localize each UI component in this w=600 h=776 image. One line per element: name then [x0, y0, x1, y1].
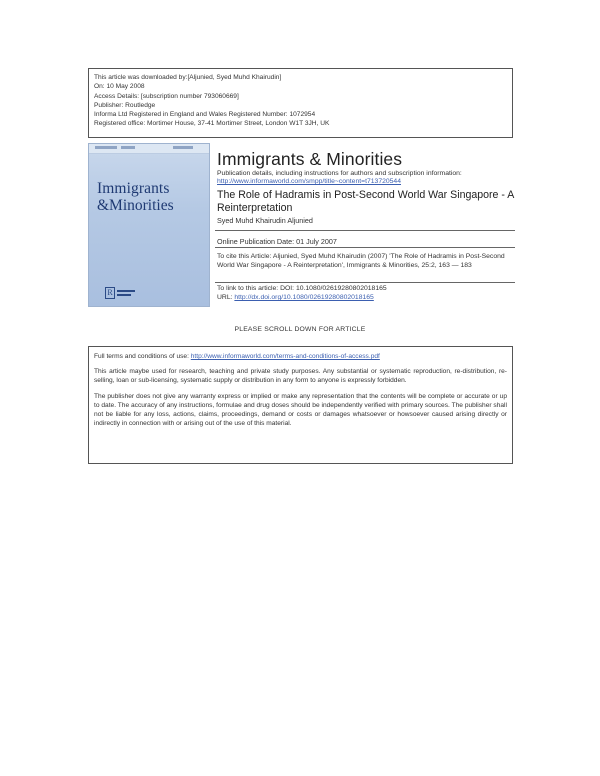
download-info-line: Informa Ltd Registered in England and Wales Registered Number: 1072954 — [94, 111, 316, 119]
online-publication-date: Online Publication Date: 01 July 2007 — [217, 237, 337, 246]
terms-paragraph-2: The publisher does not give any warranty express or implied or make any representation that the contents will be complete or accurate or up to date. The accuracy of any instructions, formulae and drug doses should be independently verified with primary sources. The publisher shall not be liable for any loss, actions, claims, proceedings, demand or costs or damages whatsoever or howsoever caused arising directly or indirectly in connection with or arising out of the use of this material. — [94, 392, 507, 428]
doi-url-line — [217, 294, 374, 301]
download-info-line: Registered office: Mortimer House, 37-41 Mortimer Street, London W1T 3JH, UK — [94, 120, 330, 128]
terms-intro — [94, 352, 507, 361]
divider — [215, 230, 515, 231]
publisher-logo-icon: R — [105, 287, 115, 299]
cover-title-line1: Immigrants — [97, 180, 170, 197]
divider — [215, 247, 515, 248]
download-info-line: This article was downloaded by:[Aljunied, Syed Muhd Khairudin] — [94, 74, 282, 81]
doi-url-link[interactable]: http://dx.doi.org/10.1080/02619280802018165 — [234, 294, 374, 301]
subscription-url[interactable]: http://www.informaworld.com/smpp/title~content=t713720544 — [217, 178, 401, 185]
article-author: Syed Muhd Khairudin Aljunied — [217, 216, 313, 225]
terms-intro-label: Full terms and conditions of use: — [94, 353, 191, 360]
citation-text: To cite this Article: Aljunied, Syed Muhd Khairudin (2007) 'The Role of Hadramis in Post-Second World War Singapore - A Reinterpretation', Immigrants & Minorities, 25:2, 163 — 183 — [217, 253, 505, 270]
subscription-link[interactable] — [217, 178, 401, 185]
scroll-notice: PLEASE SCROLL DOWN FOR ARTICLE — [234, 326, 366, 333]
download-info-box — [88, 68, 513, 138]
divider — [215, 282, 515, 283]
terms-url-link[interactable]: http://www.informaworld.com/terms-and-conditions-of-access.pdf — [190, 353, 380, 360]
download-info-line: Access Details: [subscription number 793060669] — [94, 92, 239, 100]
terms-box — [88, 346, 513, 464]
article-title: The Role of Hadramis in Post-Second World War Singapore - A Reinterpretation — [217, 189, 514, 214]
terms-paragraph-1: This article maybe used for research, teaching and private study purposes. Any substantial or systematic reproduction, re-distribution, re-selling, loan or sub-licensing, systematic supply or distribution in any form to anyone is expressly forbidden. — [94, 368, 507, 385]
download-info-line: On: 10 May 2008 — [94, 83, 145, 91]
journal-cover-image — [88, 143, 210, 307]
publication-details: Publication details, including instructions for authors and subscription information: — [217, 170, 462, 177]
cover-title-line2: &Minorities — [97, 197, 174, 214]
doi-line: To link to this article: DOI: 10.1080/02619280802018165 — [217, 285, 387, 292]
journal-title: Immigrants & Minorities — [217, 149, 403, 169]
url-label: URL: — [217, 294, 235, 301]
download-info-line: Publisher: Routledge — [94, 101, 156, 109]
